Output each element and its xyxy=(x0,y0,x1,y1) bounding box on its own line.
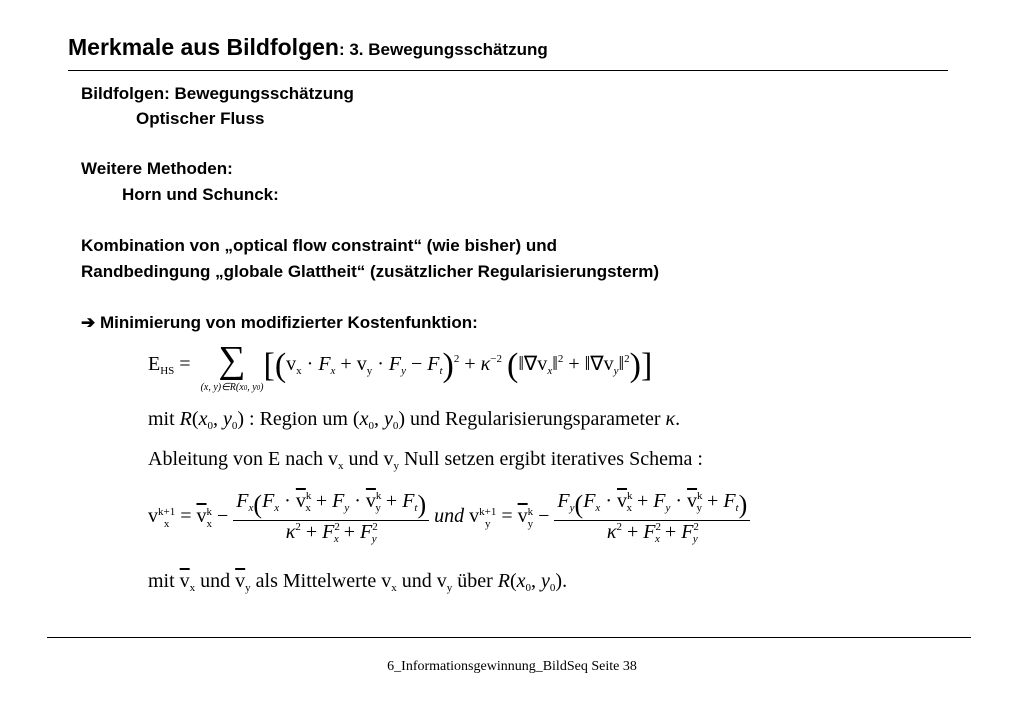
subheading-optischer-fluss: Optischer Fluss xyxy=(136,109,265,128)
equation-ableitung-text: Ableitung von E nach $v_x$ und $v_y$ Null setzen ergibt iteratives Schema : xyxy=(148,448,703,472)
footer-page-info: 6_Informationsgewinnung_BildSeq Seite 38 xyxy=(387,659,637,674)
text-als-mittelwerte: als Mittelwerte v xyxy=(255,570,392,592)
title-divider xyxy=(68,70,948,71)
equation-cost-function: $E_{HS}$ = ∑ (x, y)∈R(x0, y0) [$(v_x \cdot F_x + v_y \cdot F_y - F_t)^2 + \kappa^{-2}$ ($‖\nabla v_x‖^2$ + $‖\nabla v_y‖^2$)] xyxy=(148,339,653,393)
text-und: und xyxy=(348,448,379,470)
text-und-2: und xyxy=(200,570,231,592)
text-und-regularisierung: und Regularisierungsparameter xyxy=(410,408,661,430)
text-und-italic: und xyxy=(434,505,465,528)
equation-region-text: mit $R(x_0$, $y_0$) : Region um ($x_0$, $y_0$) und Regularisierungsparameter κ. xyxy=(148,408,681,432)
combination-line-2: Randbedingung „globale Glattheit“ (zusätzlicher Regularisierungsterm) xyxy=(81,262,660,281)
text-mit-2: mit xyxy=(148,570,175,592)
text-null-setzen: Null setzen ergibt iteratives Schema : xyxy=(403,448,703,470)
footer-divider xyxy=(47,637,971,638)
text-ueber: über xyxy=(457,570,493,592)
minimization-line xyxy=(81,313,478,333)
text-mit: mit xyxy=(148,408,175,430)
heading-bildfolgen: Bildfolgen: Bewegungsschätzung xyxy=(81,84,354,103)
page-title xyxy=(68,34,548,61)
equation-mittelwerte-text: mit $\overline{v}_x$ und $\overline{v}_y$ als Mittelwerte $v_x$ und $v_y$ über $R(x_0$, $y_0$). xyxy=(148,570,568,594)
text-und-3: und xyxy=(401,570,432,592)
combination-line-1: Kombination von „optical flow constraint“ (wie bisher) und xyxy=(81,236,558,255)
subheading-horn-schunck: Horn und Schunck: xyxy=(122,185,279,204)
arrow-right-icon: ➔ xyxy=(81,313,96,332)
equation-iterative-schema: v k+1 x = $\overline{v}$ k x − $\frac{F_x(F_x \cdot \overline{v}^k_x + F_y \cdot \overline{v}^k_y + F_t)}{\kappa^2 + F^2_x + F^2_y}$ und v k+1 y = $\overline{v}$ k y − $\frac{F_y(F_x \cdot \overline{v}^k_x + F_y \cdot \overline{v}^k_y + F_t)}{\kappa^2 + F^2_x + F^2_y}$ xyxy=(148,490,750,545)
heading-weitere-methoden: Weitere Methoden: xyxy=(81,159,233,178)
text-ableitung: Ableitung von E nach v xyxy=(148,448,338,470)
title-main: Merkmale aus Bildfolgen xyxy=(68,34,339,60)
minimization-text: Minimierung von modifizierter Kostenfunktion: xyxy=(99,313,478,332)
text-region: : Region um xyxy=(249,408,348,430)
title-subtitle: : 3. Bewegungsschätzung xyxy=(338,40,548,59)
